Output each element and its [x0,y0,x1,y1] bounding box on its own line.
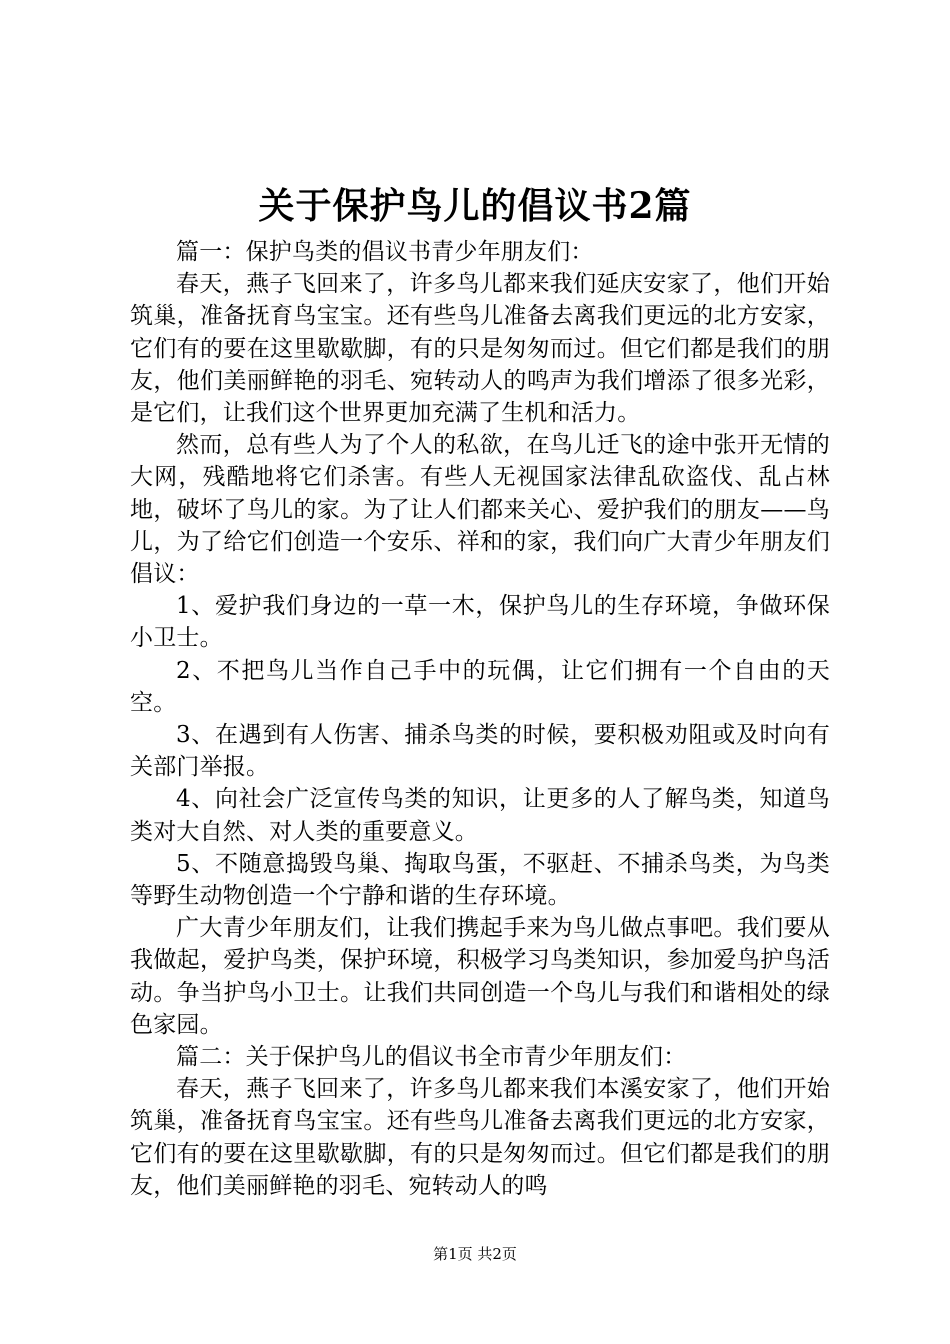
paragraph-part-one-heading: 篇一：保护鸟类的倡议书青少年朋友们： [176,239,594,265]
document-title: 关于保护鸟儿的倡议书2篇 [258,185,692,227]
paragraph-part-two-heading: 篇二：关于保护鸟儿的倡议书全市青少年朋友们： [176,1044,687,1071]
paragraph-threats: 然而，总有些人为了个人的私欲，在鸟儿迁飞的途中张开无情的大网，残酷地将它们杀害。有些人无视国家法律乱砍盗伐、乱占林地，破坏了鸟儿的家。为了让人们都来关心、爱护我们的朋友——鸟儿，为了给它们创造一个安乐、祥和的家，我们向广大青少年朋友们倡议： [130,432,830,588]
page-number-footer: 第1页 共2页 [433,1245,517,1263]
paragraph-spring-intro: 春天，燕子飞回来了，许多鸟儿都来我们延庆安家了，他们开始筑巢，准备抚育鸟宝宝。还有些鸟儿准备去离我们更远的北方安家，它们有的要在这里歇歇脚，有的只是匆匆而过。但它们都是我们的朋友，他们美丽鲜艳的羽毛、宛转动人的鸣声为我们增添了很多光彩，是它们，让我们这个世界更加充满了生机和活力。 [130,271,830,427]
paragraph-call-to-action: 广大青少年朋友们，让我们携起手来为鸟儿做点事吧。我们要从我做起，爱护鸟类，保护环境，积极学习鸟类知识，参加爱鸟护鸟活动。争当护鸟小卫士。让我们共同创造一个鸟儿与我们和谐相处的绿色家园。 [130,915,830,1038]
paragraph-proposal-4: 4、向社会广泛宣传鸟类的知识，让更多的人了解鸟类，知道鸟类对大自然、对人类的重要意义。 [130,786,830,845]
paragraph-proposal-1: 1、爱护我们身边的一草一木，保护鸟儿的生存环境，争做环保小卫士。 [130,593,830,652]
document-body [130,236,830,1202]
paragraph-proposal-3: 3、在遇到有人伤害、捕杀鸟类的时候，要积极劝阻或及时向有关部门举报。 [130,722,830,781]
paragraph-proposal-2: 2、不把鸟儿当作自己手中的玩偶，让它们拥有一个自由的天空。 [130,657,830,716]
paragraph-part-two-spring-intro: 春天，燕子飞回来了，许多鸟儿都来我们本溪安家了，他们开始筑巢，准备抚育鸟宝宝。还有些鸟儿准备去离我们更远的北方安家，它们有的要在这里歇歇脚，有的只是匆匆而过。但它们都是我们的朋友，他们美丽鲜艳的羽毛、宛转动人的鸣 [130,1076,830,1199]
paragraph-proposal-5: 5、不随意捣毁鸟巢、掏取鸟蛋，不驱赶、不捕杀鸟类，为鸟类等野生动物创造一个宁静和谐的生存环境。 [130,850,830,910]
